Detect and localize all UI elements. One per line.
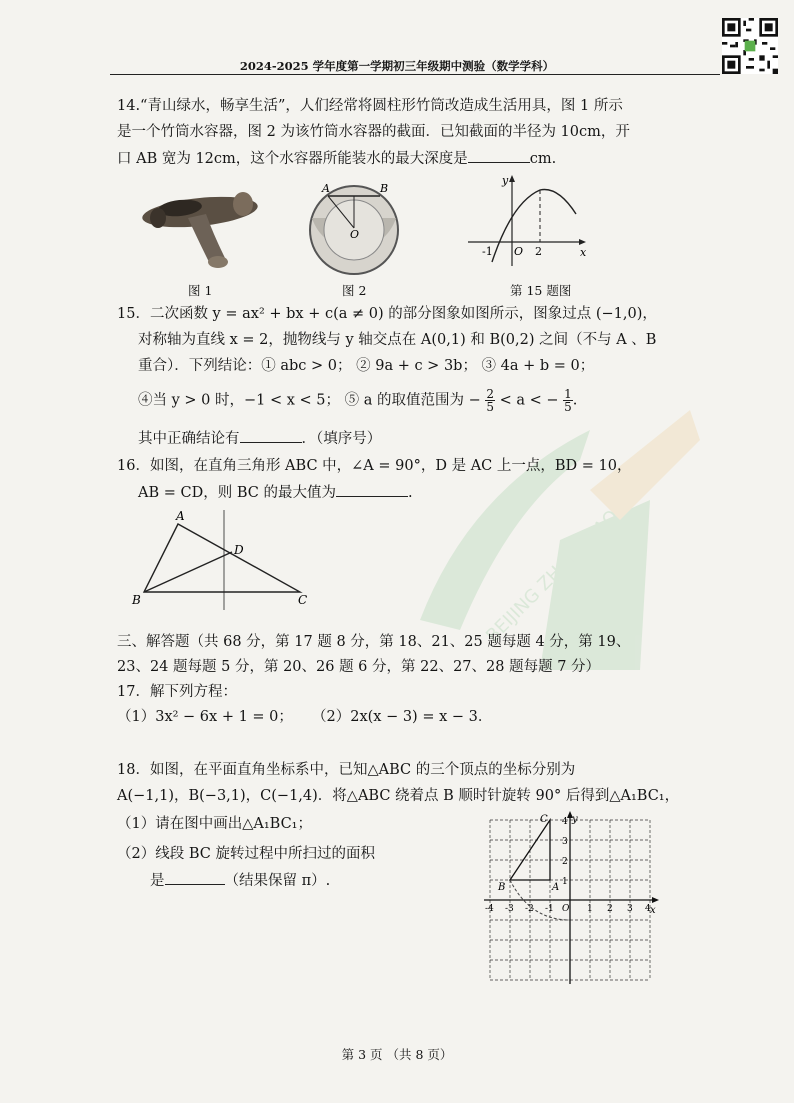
q15-graph-two-label: 2 bbox=[535, 245, 542, 258]
q14-line3 bbox=[117, 148, 556, 169]
q18-x-tick: -3 bbox=[505, 904, 514, 914]
q18-part2-line2 bbox=[150, 870, 330, 891]
q18-grid-a-label: A bbox=[552, 882, 560, 893]
q18-x-tick: 4 bbox=[645, 904, 651, 914]
q18-grid-b-label: B bbox=[498, 882, 506, 893]
q16-line2-text: AB = CD，则 BC 的最大值为 bbox=[138, 485, 336, 501]
page-footer: 第 3 页 （共 8 页） bbox=[341, 1047, 453, 1062]
q18-coordinate-grid bbox=[484, 810, 660, 986]
q15-line5-text: 其中正确结论有 bbox=[138, 431, 240, 447]
q18-grid-y-label: y bbox=[572, 814, 578, 825]
q18-part2-tail: （结果保留 π）. bbox=[224, 873, 331, 889]
q18-y-tick: 3 bbox=[562, 837, 568, 847]
page-header: 2024-2025 学年度第一学期初三年级期中测验（数学学科） bbox=[239, 59, 555, 73]
q16-label-b: B bbox=[132, 593, 141, 607]
q18-part2-text: 是 bbox=[150, 873, 165, 889]
section3-line1: 三、解答题（共 68 分，第 17 题 8 分，第 18、21、25 题每题 4 分，第 19、 bbox=[117, 634, 631, 650]
q18-y-tick: 1 bbox=[562, 877, 568, 887]
q18-x-tick: 1 bbox=[587, 904, 593, 914]
q15-graph-origin-label: O bbox=[514, 245, 524, 258]
q18-line2: A(−1,1)，B(−3,1)，C(−1,4)．将△ABC 绕着点 B 顺时针旋转 90° 后得到△A₁BC₁， bbox=[117, 788, 680, 804]
q18-part1: （1）请在图中画出△A₁BC₁； bbox=[117, 816, 312, 832]
q14-line1: 14.“青山绿水，畅享生活”，人们经常将圆柱形竹筒改造成生活用具，图 1 所示 bbox=[117, 98, 623, 114]
q16-label-a: A bbox=[176, 509, 185, 523]
q15-graph-x-label: x bbox=[580, 246, 587, 259]
q15-line4-mid: < a < − bbox=[499, 392, 559, 409]
qr-code-icon bbox=[722, 18, 778, 74]
q18-x-tick: 2 bbox=[607, 904, 613, 914]
watermark-text: BEIJING ZHONGKAO bbox=[482, 506, 623, 647]
q16-answer-blank[interactable] bbox=[336, 482, 408, 497]
figure1-bamboo-photo bbox=[140, 190, 260, 272]
q16-label-d: D bbox=[234, 543, 244, 557]
q18-x-tick: -2 bbox=[525, 904, 534, 914]
figure2-label-o: O bbox=[350, 228, 360, 241]
q15-line5-tail: ．（填序号） bbox=[301, 431, 382, 447]
q18-y-tick: 2 bbox=[562, 857, 568, 867]
q14-line2: 是一个竹筒水容器，图 2 为该竹筒水容器的截面．已知截面的半径为 10cm，开 bbox=[117, 124, 630, 140]
q18-answer-blank[interactable] bbox=[165, 870, 225, 885]
q18-y-tick: 4 bbox=[562, 817, 568, 827]
q15-answer-blank[interactable] bbox=[240, 428, 302, 443]
figure2-label-b: B bbox=[380, 182, 389, 195]
q15-line3: 重合）．下列结论：① abc > 0； ② 9a + c > 3b； ③ 4a + b = 0； bbox=[138, 358, 595, 374]
q18-part2: （2）线段 BC 旋转过程中所扫过的面积 bbox=[117, 846, 375, 862]
q18-grid-c-label: C bbox=[540, 814, 548, 825]
q15-line4-end: . bbox=[572, 392, 578, 409]
q16-line2-end: . bbox=[407, 485, 413, 501]
q18-x-tick: -4 bbox=[485, 904, 494, 914]
figure2-label-a: A bbox=[322, 182, 330, 195]
q16-triangle-figure bbox=[124, 506, 324, 610]
q16-line1: 16．如图，在直角三角形 ABC 中，∠A = 90°，D 是 AC 上一点，BD = 10， bbox=[117, 458, 632, 474]
q15-graph-neg1-label: -1 bbox=[482, 245, 493, 258]
q17-part2: （2）2x(x − 3) = x − 3． bbox=[312, 709, 493, 725]
header-rule bbox=[110, 74, 720, 75]
q16-label-c: C bbox=[298, 593, 308, 607]
q15-line1: 15．二次函数 y = ax² + bx + c(a ≠ 0) 的部分图象如图所示，图象过点 (−1,0)， bbox=[117, 306, 657, 322]
q18-x-tick: 3 bbox=[627, 904, 633, 914]
q18-line1: 18．如图，在平面直角坐标系中，已知△ABC 的三个顶点的坐标分别为 bbox=[117, 762, 576, 778]
q15-parabola-graph bbox=[466, 172, 591, 268]
section3-line2: 23、24 题每题 5 分，第 20、26 题 6 分，第 22、27、28 题每题 7 分） bbox=[117, 659, 601, 675]
q15-graph-y-label: y bbox=[502, 174, 509, 187]
q15-line5 bbox=[138, 428, 381, 449]
q16-line2 bbox=[138, 482, 413, 503]
q14-answer-blank[interactable] bbox=[468, 148, 530, 163]
figure2-cross-section bbox=[300, 178, 410, 278]
q15-line4 bbox=[138, 388, 577, 413]
figure2-caption: 图 2 bbox=[342, 283, 367, 298]
q15-line4-text: ④当 y > 0 时，−1 < x < 5； ⑤ a 的取值范围为 − bbox=[138, 392, 481, 409]
q18-grid-x-label: x bbox=[650, 905, 656, 916]
q18-grid-o-label: O bbox=[562, 904, 570, 914]
q17-title: 17．解下列方程： bbox=[117, 684, 237, 700]
q14-line3-text: 口 AB 宽为 12cm，这个水容器所能装水的最大深度是 bbox=[117, 151, 468, 167]
q15-fraction-1-5: $\frac{1}{5}$ bbox=[564, 387, 572, 414]
q15-line2: 对称轴为直线 x = 2，抛物线与 y 轴交点在 A(0,1) 和 B(0,2) 之间（不与 A 、B bbox=[138, 332, 657, 348]
q14-unit: cm. bbox=[529, 151, 557, 167]
q18-x-tick: -1 bbox=[545, 904, 554, 914]
figure1-caption: 图 1 bbox=[188, 283, 213, 298]
q15-fraction-2-5: $\frac{2}{5}$ bbox=[486, 387, 494, 414]
q15-figure-caption: 第 15 题图 bbox=[510, 283, 572, 298]
q17-part1: （1）3x² − 6x + 1 = 0； bbox=[117, 709, 293, 725]
